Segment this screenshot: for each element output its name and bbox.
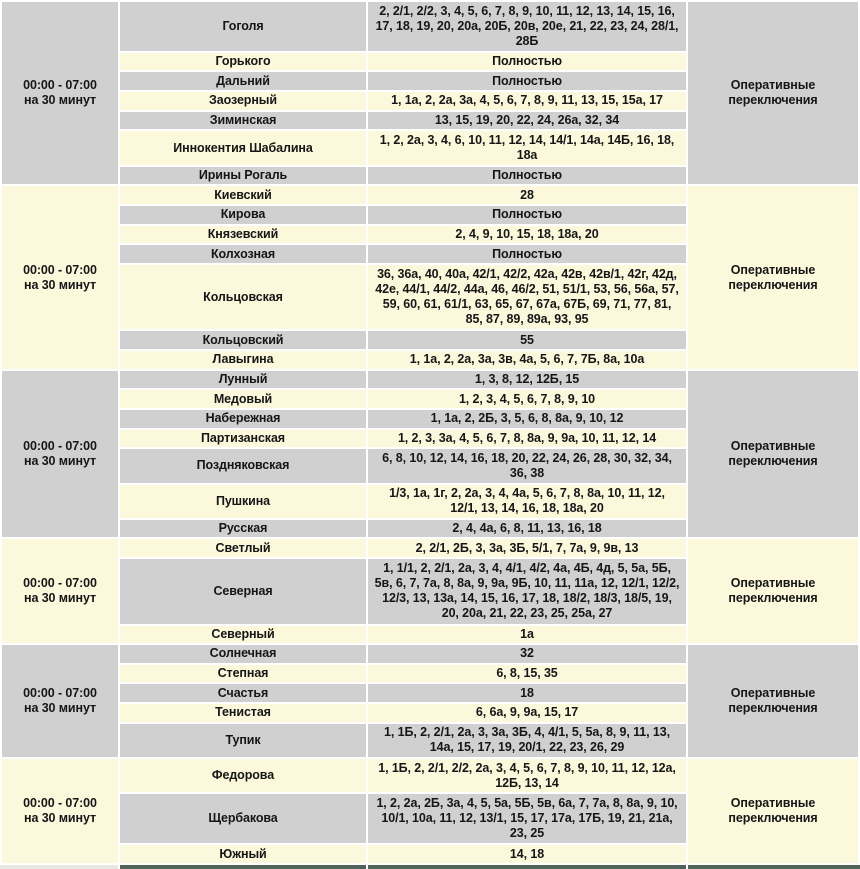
street-cell: Щербакова [120,794,366,843]
houses-cell: 1, 2, 3, 3а, 4, 5, 6, 7, 8, 8а, 9, 9а, 10, 11, 12, 14 [368,430,686,448]
street-cell: Южный [120,845,366,863]
houses-cell: Полностью [368,206,686,224]
houses-cell: 1а [368,626,686,644]
street-cell: Партизанская [120,430,366,448]
houses-cell: 1, 2, 2а, 2Б, 3а, 4, 5, 5а, 5Б, 5в, 6а, 7, 7а, 8, 8а, 9, 10, 10/1, 10а, 11, 12, 13/1, 15, 17, 17а, 17Б, 19, 21, 21а, 23, 25 [368,794,686,843]
street-cell: Лавыгина [120,351,366,369]
next-section-edge [0,865,860,869]
street-cell: Иннокентия Шабалина [120,131,366,164]
street-cell: Медовый [120,390,366,408]
houses-cell: 2, 2/1, 2Б, 3, 3а, 3Б, 5/1, 7, 7а, 9, 9в, 13 [368,539,686,557]
schedule-row [2,186,858,204]
street-cell: Северный [120,626,366,644]
houses-cell: 1, 2, 2а, 3, 4, 6, 10, 11, 12, 14, 14/1, 14а, 14Б, 16, 18, 18а [368,131,686,164]
street-cell: Лунный [120,371,366,389]
outage-schedule-body [2,2,858,863]
houses-cell: 1, 2, 3, 4, 5, 6, 7, 8, 9, 10 [368,390,686,408]
street-cell: Кирова [120,206,366,224]
reason-reason_line1: Оперативные [730,576,816,591]
street-cell: Гоголя [120,2,366,51]
reason-cell [688,2,858,184]
houses-cell: 55 [368,331,686,349]
reason-reason_line2: переключения [728,93,818,108]
houses-cell: 14, 18 [368,845,686,863]
street-cell: Светлый [120,539,366,557]
street-cell: Горького [120,53,366,71]
reason-reason_line2: переключения [728,591,818,606]
time-time_line2: на 30 минут [24,277,96,292]
schedule-row [2,539,858,557]
houses-cell: 1, 1Б, 2, 2/1, 2а, 3, 3а, 3Б, 4, 4/1, 5, 5а, 8, 9, 11, 13, 14а, 15, 17, 19, 20/1, 22, 23, 26, 29 [368,724,686,757]
next-section-street-cell-edge [120,865,366,869]
time-time_line1: 00:00 - 07:00 [23,576,97,591]
time-time_line1: 00:00 - 07:00 [23,262,97,277]
time-cell [2,371,118,538]
houses-cell: 1, 3, 8, 12, 12Б, 15 [368,371,686,389]
houses-cell: 1, 1а, 2, 2Б, 3, 5, 6, 8, 8а, 9, 10, 12 [368,410,686,428]
street-cell: Северная [120,559,366,623]
reason-reason_line1: Оперативные [730,262,816,277]
houses-cell: 6, 8, 15, 35 [368,665,686,683]
time-time_line2: на 30 минут [24,591,96,606]
time-time_line2: на 30 минут [24,701,96,716]
next-section-reason-cell-edge [688,865,860,869]
street-cell: Ирины Рогаль [120,167,366,185]
reason-cell [688,645,858,757]
street-cell: Колхозная [120,245,366,263]
time-time_line1: 00:00 - 07:00 [23,78,97,93]
houses-cell: 18 [368,684,686,702]
houses-cell: Полностью [368,53,686,71]
houses-cell: 28 [368,186,686,204]
time-time_line1: 00:00 - 07:00 [23,439,97,454]
reason-cell [688,186,858,368]
houses-cell: 1/3, 1а, 1г, 2, 2а, 3, 4, 4а, 5, 6, 7, 8, 8а, 10, 11, 12, 12/1, 13, 14, 16, 18, 18а, 20 [368,485,686,518]
street-cell: Солнечная [120,645,366,663]
time-cell [2,186,118,368]
reason-reason_line1: Оперативные [730,686,816,701]
houses-cell: Полностью [368,72,686,90]
time-time_line2: на 30 минут [24,93,96,108]
street-cell: Набережная [120,410,366,428]
street-cell: Степная [120,665,366,683]
street-cell: Кольцовская [120,265,366,329]
time-time_line2: на 30 минут [24,454,96,469]
reason-reason_line2: переключения [728,701,818,716]
schedule-row [2,2,858,51]
street-cell: Федорова [120,759,366,792]
time-time_line1: 00:00 - 07:00 [23,796,97,810]
next-section-time-cell-edge [0,865,118,869]
time-cell [2,759,118,863]
houses-cell: Полностью [368,167,686,185]
time-time_line2: на 30 минут [24,811,96,825]
houses-cell: Полностью [368,245,686,263]
street-cell: Тупик [120,724,366,757]
time-time_line1: 00:00 - 07:00 [23,686,97,701]
reason-reason_line1: Оперативные [730,78,816,93]
reason-reason_line1: Оперативные [730,796,816,810]
houses-cell: 2, 4, 9, 10, 15, 18, 18а, 20 [368,226,686,244]
street-cell: Счастья [120,684,366,702]
reason-reason_line1: Оперативные [730,439,816,454]
reason-reason_line2: переключения [728,454,818,469]
reason-cell [688,759,858,863]
houses-cell: 1, 1а, 2, 2а, 3а, 3в, 4а, 5, 6, 7, 7Б, 8а, 10а [368,351,686,369]
street-cell: Тенистая [120,704,366,722]
next-section-houses-cell-edge [368,865,686,869]
time-cell [2,645,118,757]
houses-cell: 1, 1а, 2, 2а, 3а, 4, 5, 6, 7, 8, 9, 11, 13, 15, 15а, 17 [368,92,686,110]
street-cell: Князевский [120,226,366,244]
time-cell [2,2,118,184]
schedule-row [2,759,858,792]
street-cell: Пушкина [120,485,366,518]
houses-cell: 1, 1/1, 2, 2/1, 2а, 3, 4, 4/1, 4/2, 4а, 4Б, 4д, 5, 5а, 5Б, 5в, 6, 7, 7а, 8, 8а, 9, 9а, 9Б, 10, 11, 11а, 12, 12/1, 12/2, 12/3, 13, 13а, 14, 15, 16, 17, 18, 18/2, 18/3, 18/5, 19, 20, 20а, 21, 22, 23, 25, 25а, 27 [368,559,686,623]
reason-reason_line2: переключения [728,277,818,292]
houses-cell: 13, 15, 19, 20, 22, 24, 26а, 32, 34 [368,112,686,130]
houses-cell: 1, 1Б, 2, 2/1, 2/2, 2а, 3, 4, 5, 6, 7, 8, 9, 10, 11, 12, 12а, 12Б, 13, 14 [368,759,686,792]
reason-cell [688,539,858,643]
houses-cell: 2, 2/1, 2/2, 3, 4, 5, 6, 7, 8, 9, 10, 11, 12, 13, 14, 15, 16, 17, 18, 19, 20, 20а, 20Б, 20в, 20е, 21, 22, 23, 24, 28/1, 28Б [368,2,686,51]
houses-cell: 2, 4, 4а, 6, 8, 11, 13, 16, 18 [368,520,686,538]
houses-cell: 36, 36а, 40, 40а, 42/1, 42/2, 42а, 42в, 42в/1, 42г, 42д, 42е, 44/1, 44/2, 44а, 46, 46/2, 51, 51/1, 53, 56, 56а, 57, 59, 60, 61, 61/1, 63, 65, 67, 67а, 67Б, 69, 71, 77, 81, 85, 87, 89, 89а, 93, 95 [368,265,686,329]
street-cell: Зиминская [120,112,366,130]
street-cell: Русская [120,520,366,538]
street-cell: Дальний [120,72,366,90]
street-cell: Киевский [120,186,366,204]
schedule-row [2,645,858,663]
reason-reason_line2: переключения [728,811,818,825]
street-cell: Кольцовский [120,331,366,349]
street-cell: Заозерный [120,92,366,110]
reason-cell [688,371,858,538]
schedule-row [2,371,858,389]
time-cell [2,539,118,643]
houses-cell: 32 [368,645,686,663]
houses-cell: 6, 6а, 9, 9а, 15, 17 [368,704,686,722]
street-cell: Поздняковская [120,449,366,482]
houses-cell: 6, 8, 10, 12, 14, 16, 18, 20, 22, 24, 26, 28, 30, 32, 34, 36, 38 [368,449,686,482]
